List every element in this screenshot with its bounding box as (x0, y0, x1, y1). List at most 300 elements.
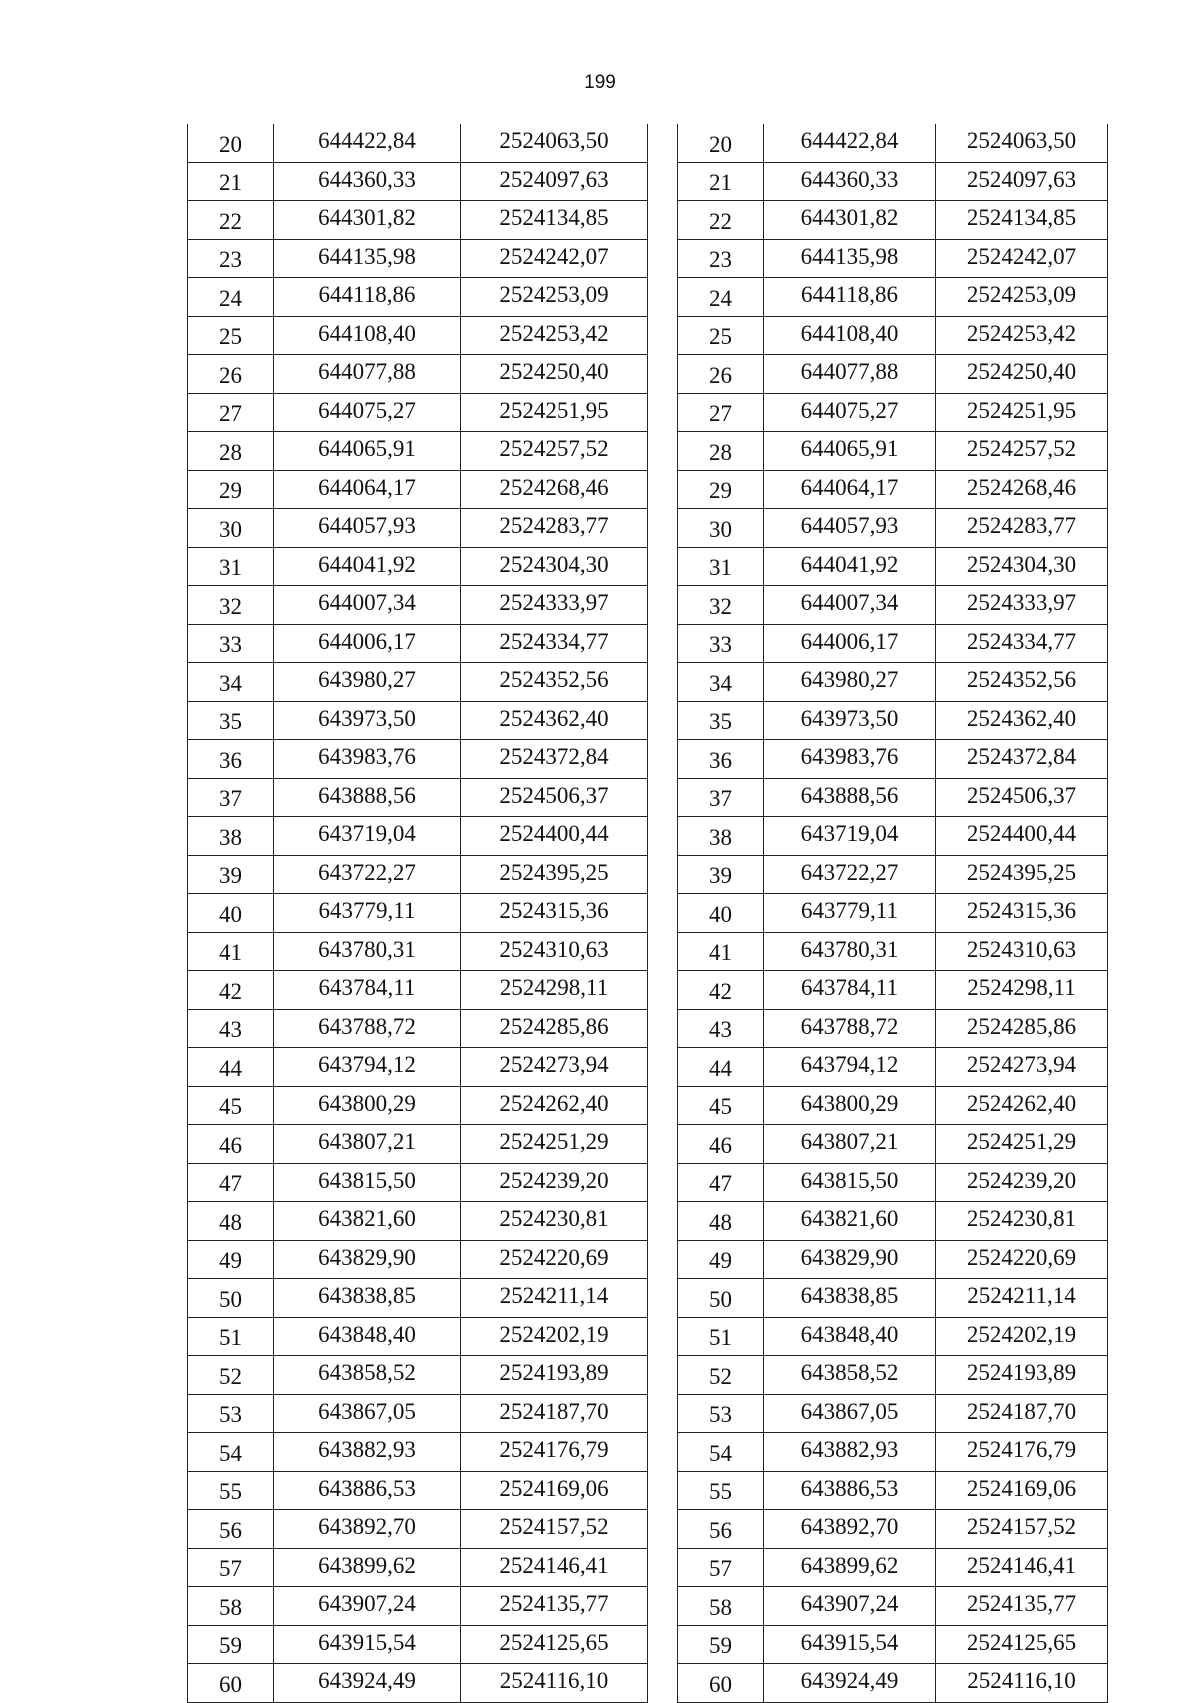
point-number-cell: 43 (678, 1009, 764, 1048)
y-coordinate-cell: 2524202,19 (461, 1317, 648, 1356)
point-number-cell: 46 (188, 1125, 274, 1164)
table-row (188, 1664, 648, 1703)
table-row (188, 932, 648, 971)
table-row (678, 1394, 1108, 1433)
point-number-cell: 41 (678, 932, 764, 971)
table-row (188, 278, 648, 317)
table-row (678, 162, 1108, 201)
table-row (188, 470, 648, 509)
point-number-cell: 50 (188, 1279, 274, 1318)
x-coordinate-cell: 643892,70 (274, 1510, 461, 1549)
x-coordinate-cell: 643815,50 (764, 1163, 936, 1202)
table-row (678, 355, 1108, 394)
table-row (188, 1317, 648, 1356)
table-row (188, 778, 648, 817)
point-number-cell: 22 (678, 201, 764, 240)
x-coordinate-cell: 643807,21 (764, 1125, 936, 1164)
x-coordinate-cell: 643980,27 (274, 663, 461, 702)
table-row (188, 1279, 648, 1318)
point-number-cell: 36 (678, 740, 764, 779)
y-coordinate-cell: 2524169,06 (461, 1471, 648, 1510)
point-number-cell: 33 (188, 624, 274, 663)
y-coordinate-cell: 2524333,97 (936, 586, 1108, 625)
y-coordinate-cell: 2524283,77 (936, 509, 1108, 548)
point-number-cell: 49 (188, 1240, 274, 1279)
y-coordinate-cell: 2524253,42 (936, 316, 1108, 355)
y-coordinate-cell: 2524400,44 (936, 817, 1108, 856)
table-row (188, 1625, 648, 1664)
y-coordinate-cell: 2524187,70 (936, 1394, 1108, 1433)
point-number-cell: 24 (188, 278, 274, 317)
table-row (188, 894, 648, 933)
table-row (188, 239, 648, 278)
y-coordinate-cell: 2524268,46 (936, 470, 1108, 509)
point-number-cell: 48 (188, 1202, 274, 1241)
table-row (678, 701, 1108, 740)
y-coordinate-cell: 2524251,29 (461, 1125, 648, 1164)
x-coordinate-cell: 644075,27 (764, 393, 936, 432)
point-number-cell: 38 (188, 817, 274, 856)
table-row (678, 663, 1108, 702)
y-coordinate-cell: 2524134,85 (936, 201, 1108, 240)
x-coordinate-cell: 643780,31 (274, 932, 461, 971)
table-row (678, 1548, 1108, 1587)
y-coordinate-cell: 2524315,36 (461, 894, 648, 933)
x-coordinate-cell: 643719,04 (764, 817, 936, 856)
y-coordinate-cell: 2524097,63 (936, 162, 1108, 201)
table-row (188, 663, 648, 702)
point-number-cell: 26 (188, 355, 274, 394)
x-coordinate-cell: 644360,33 (274, 162, 461, 201)
x-coordinate-cell: 643788,72 (764, 1009, 936, 1048)
y-coordinate-cell: 2524310,63 (936, 932, 1108, 971)
x-coordinate-cell: 644007,34 (764, 586, 936, 625)
x-coordinate-cell: 644301,82 (274, 201, 461, 240)
point-number-cell: 37 (678, 778, 764, 817)
point-number-cell: 58 (188, 1587, 274, 1626)
x-coordinate-cell: 643888,56 (764, 778, 936, 817)
table-row (188, 1240, 648, 1279)
y-coordinate-cell: 2524116,10 (461, 1664, 648, 1703)
point-number-cell: 54 (678, 1433, 764, 1472)
y-coordinate-cell: 2524372,84 (936, 740, 1108, 779)
y-coordinate-cell: 2524283,77 (461, 509, 648, 548)
y-coordinate-cell: 2524251,29 (936, 1125, 1108, 1164)
y-coordinate-cell: 2524097,63 (461, 162, 648, 201)
y-coordinate-cell: 2524146,41 (461, 1548, 648, 1587)
y-coordinate-cell: 2524298,11 (461, 971, 648, 1010)
point-number-cell: 43 (188, 1009, 274, 1048)
table-row (678, 1279, 1108, 1318)
y-coordinate-cell: 2524285,86 (936, 1009, 1108, 1048)
y-coordinate-cell: 2524310,63 (461, 932, 648, 971)
x-coordinate-cell: 643722,27 (764, 855, 936, 894)
table-row (678, 1356, 1108, 1395)
y-coordinate-cell: 2524352,56 (936, 663, 1108, 702)
point-number-cell: 28 (188, 432, 274, 471)
point-number-cell: 25 (188, 316, 274, 355)
table-row (678, 124, 1108, 162)
point-number-cell: 34 (188, 663, 274, 702)
table-row (188, 1086, 648, 1125)
y-coordinate-cell: 2524253,09 (461, 278, 648, 317)
page-number: 199 (584, 72, 616, 93)
x-coordinate-cell: 643780,31 (764, 932, 936, 971)
coordinates-table-left (187, 124, 648, 1703)
x-coordinate-cell: 643924,49 (274, 1664, 461, 1703)
x-coordinate-cell: 643784,11 (764, 971, 936, 1010)
x-coordinate-cell: 644006,17 (274, 624, 461, 663)
point-number-cell: 45 (188, 1086, 274, 1125)
x-coordinate-cell: 644057,93 (764, 509, 936, 548)
table-row (678, 1048, 1108, 1087)
x-coordinate-cell: 643858,52 (274, 1356, 461, 1395)
point-number-cell: 24 (678, 278, 764, 317)
point-number-cell: 31 (188, 547, 274, 586)
x-coordinate-cell: 643848,40 (274, 1317, 461, 1356)
x-coordinate-cell: 643980,27 (764, 663, 936, 702)
point-number-cell: 29 (188, 470, 274, 509)
x-coordinate-cell: 643867,05 (274, 1394, 461, 1433)
x-coordinate-cell: 643983,76 (764, 740, 936, 779)
x-coordinate-cell: 643848,40 (764, 1317, 936, 1356)
point-number-cell: 32 (678, 586, 764, 625)
y-coordinate-cell: 2524157,52 (461, 1510, 648, 1549)
y-coordinate-cell: 2524242,07 (461, 239, 648, 278)
y-coordinate-cell: 2524257,52 (461, 432, 648, 471)
point-number-cell: 59 (188, 1625, 274, 1664)
x-coordinate-cell: 643821,60 (274, 1202, 461, 1241)
table-row (188, 316, 648, 355)
point-number-cell: 53 (188, 1394, 274, 1433)
y-coordinate-cell: 2524125,65 (936, 1625, 1108, 1664)
point-number-cell: 54 (188, 1433, 274, 1472)
point-number-cell: 40 (678, 894, 764, 933)
y-coordinate-cell: 2524362,40 (936, 701, 1108, 740)
x-coordinate-cell: 644301,82 (764, 201, 936, 240)
x-coordinate-cell: 643807,21 (274, 1125, 461, 1164)
x-coordinate-cell: 643973,50 (764, 701, 936, 740)
table-row (188, 432, 648, 471)
table-row (188, 509, 648, 548)
table-row (188, 1163, 648, 1202)
y-coordinate-cell: 2524395,25 (936, 855, 1108, 894)
y-coordinate-cell: 2524352,56 (461, 663, 648, 702)
point-number-cell: 27 (188, 393, 274, 432)
table-row (188, 1471, 648, 1510)
x-coordinate-cell: 643829,90 (274, 1240, 461, 1279)
y-coordinate-cell: 2524400,44 (461, 817, 648, 856)
x-coordinate-cell: 644108,40 (764, 316, 936, 355)
point-number-cell: 36 (188, 740, 274, 779)
table-row (188, 1356, 648, 1395)
point-number-cell: 51 (188, 1317, 274, 1356)
y-coordinate-cell: 2524273,94 (936, 1048, 1108, 1087)
y-coordinate-cell: 2524285,86 (461, 1009, 648, 1048)
table-row (188, 1202, 648, 1241)
point-number-cell: 30 (678, 509, 764, 548)
x-coordinate-cell: 644135,98 (764, 239, 936, 278)
y-coordinate-cell: 2524202,19 (936, 1317, 1108, 1356)
point-number-cell: 29 (678, 470, 764, 509)
table-row (188, 855, 648, 894)
point-number-cell: 52 (188, 1356, 274, 1395)
x-coordinate-cell: 643882,93 (764, 1433, 936, 1472)
y-coordinate-cell: 2524251,95 (936, 393, 1108, 432)
x-coordinate-cell: 643882,93 (274, 1433, 461, 1472)
table-row (678, 1009, 1108, 1048)
point-number-cell: 47 (188, 1163, 274, 1202)
x-coordinate-cell: 643899,62 (274, 1548, 461, 1587)
y-coordinate-cell: 2524134,85 (461, 201, 648, 240)
y-coordinate-cell: 2524262,40 (936, 1086, 1108, 1125)
y-coordinate-cell: 2524193,89 (461, 1356, 648, 1395)
y-coordinate-cell: 2524257,52 (936, 432, 1108, 471)
x-coordinate-cell: 644422,84 (764, 124, 936, 162)
point-number-cell: 55 (188, 1471, 274, 1510)
point-number-cell: 23 (188, 239, 274, 278)
table-row (188, 355, 648, 394)
x-coordinate-cell: 643815,50 (274, 1163, 461, 1202)
point-number-cell: 25 (678, 316, 764, 355)
table-row (188, 817, 648, 856)
table-row (678, 894, 1108, 933)
y-coordinate-cell: 2524334,77 (936, 624, 1108, 663)
x-coordinate-cell: 643983,76 (274, 740, 461, 779)
y-coordinate-cell: 2524063,50 (936, 124, 1108, 162)
table-row (678, 470, 1108, 509)
point-number-cell: 59 (678, 1625, 764, 1664)
point-number-cell: 44 (188, 1048, 274, 1087)
table-row (188, 1587, 648, 1626)
table-row (188, 547, 648, 586)
point-number-cell: 22 (188, 201, 274, 240)
table-row (678, 316, 1108, 355)
point-number-cell: 56 (678, 1510, 764, 1549)
x-coordinate-cell: 644118,86 (274, 278, 461, 317)
x-coordinate-cell: 644057,93 (274, 509, 461, 548)
point-number-cell: 47 (678, 1163, 764, 1202)
table-row (678, 1625, 1108, 1664)
y-coordinate-cell: 2524146,41 (936, 1548, 1108, 1587)
y-coordinate-cell: 2524176,79 (461, 1433, 648, 1472)
table-row (678, 239, 1108, 278)
y-coordinate-cell: 2524176,79 (936, 1433, 1108, 1472)
point-number-cell: 58 (678, 1587, 764, 1626)
point-number-cell: 55 (678, 1471, 764, 1510)
point-number-cell: 34 (678, 663, 764, 702)
table-row (678, 932, 1108, 971)
x-coordinate-cell: 644077,88 (274, 355, 461, 394)
x-coordinate-cell: 643915,54 (764, 1625, 936, 1664)
y-coordinate-cell: 2524253,09 (936, 278, 1108, 317)
point-number-cell: 44 (678, 1048, 764, 1087)
point-number-cell: 23 (678, 239, 764, 278)
y-coordinate-cell: 2524253,42 (461, 316, 648, 355)
point-number-cell: 41 (188, 932, 274, 971)
table-row (188, 624, 648, 663)
table-row (188, 1125, 648, 1164)
x-coordinate-cell: 644077,88 (764, 355, 936, 394)
table-row (678, 278, 1108, 317)
x-coordinate-cell: 643800,29 (764, 1086, 936, 1125)
x-coordinate-cell: 643719,04 (274, 817, 461, 856)
table-row (678, 855, 1108, 894)
point-number-cell: 37 (188, 778, 274, 817)
table-row (678, 586, 1108, 625)
table-row (678, 432, 1108, 471)
y-coordinate-cell: 2524116,10 (936, 1664, 1108, 1703)
x-coordinate-cell: 644041,92 (274, 547, 461, 586)
point-number-cell: 60 (678, 1664, 764, 1703)
x-coordinate-cell: 644064,17 (764, 470, 936, 509)
point-number-cell: 40 (188, 894, 274, 933)
x-coordinate-cell: 643886,53 (274, 1471, 461, 1510)
x-coordinate-cell: 643838,85 (764, 1279, 936, 1318)
y-coordinate-cell: 2524395,25 (461, 855, 648, 894)
table-row (678, 817, 1108, 856)
y-coordinate-cell: 2524063,50 (461, 124, 648, 162)
x-coordinate-cell: 643794,12 (274, 1048, 461, 1087)
x-coordinate-cell: 643838,85 (274, 1279, 461, 1318)
coordinates-table-right (677, 124, 1108, 1703)
x-coordinate-cell: 644075,27 (274, 393, 461, 432)
point-number-cell: 39 (188, 855, 274, 894)
table-row (678, 393, 1108, 432)
point-number-cell: 31 (678, 547, 764, 586)
point-number-cell: 35 (678, 701, 764, 740)
y-coordinate-cell: 2524304,30 (936, 547, 1108, 586)
x-coordinate-cell: 643829,90 (764, 1240, 936, 1279)
point-number-cell: 42 (188, 971, 274, 1010)
y-coordinate-cell: 2524187,70 (461, 1394, 648, 1433)
y-coordinate-cell: 2524506,37 (461, 778, 648, 817)
x-coordinate-cell: 643973,50 (274, 701, 461, 740)
point-number-cell: 20 (188, 124, 274, 162)
point-number-cell: 20 (678, 124, 764, 162)
x-coordinate-cell: 643907,24 (274, 1587, 461, 1626)
x-coordinate-cell: 644041,92 (764, 547, 936, 586)
y-coordinate-cell: 2524304,30 (461, 547, 648, 586)
table-row (678, 778, 1108, 817)
x-coordinate-cell: 643892,70 (764, 1510, 936, 1549)
y-coordinate-cell: 2524372,84 (461, 740, 648, 779)
table-row (188, 162, 648, 201)
x-coordinate-cell: 643899,62 (764, 1548, 936, 1587)
point-number-cell: 45 (678, 1086, 764, 1125)
y-coordinate-cell: 2524169,06 (936, 1471, 1108, 1510)
point-number-cell: 21 (678, 162, 764, 201)
table-row (678, 971, 1108, 1010)
table-row (678, 624, 1108, 663)
table-row (678, 1202, 1108, 1241)
table-row (678, 1163, 1108, 1202)
table-row (678, 1664, 1108, 1703)
point-number-cell: 30 (188, 509, 274, 548)
point-number-cell: 28 (678, 432, 764, 471)
table-row (678, 1317, 1108, 1356)
y-coordinate-cell: 2524135,77 (936, 1587, 1108, 1626)
y-coordinate-cell: 2524239,20 (936, 1163, 1108, 1202)
point-number-cell: 52 (678, 1356, 764, 1395)
x-coordinate-cell: 644065,91 (274, 432, 461, 471)
x-coordinate-cell: 643886,53 (764, 1471, 936, 1510)
x-coordinate-cell: 644118,86 (764, 278, 936, 317)
point-number-cell: 21 (188, 162, 274, 201)
table-row (678, 1240, 1108, 1279)
x-coordinate-cell: 644135,98 (274, 239, 461, 278)
x-coordinate-cell: 643858,52 (764, 1356, 936, 1395)
x-coordinate-cell: 644422,84 (274, 124, 461, 162)
point-number-cell: 39 (678, 855, 764, 894)
x-coordinate-cell: 643907,24 (764, 1587, 936, 1626)
point-number-cell: 57 (188, 1548, 274, 1587)
point-number-cell: 48 (678, 1202, 764, 1241)
table-row (678, 547, 1108, 586)
table-row (678, 201, 1108, 240)
y-coordinate-cell: 2524262,40 (461, 1086, 648, 1125)
y-coordinate-cell: 2524239,20 (461, 1163, 648, 1202)
x-coordinate-cell: 643924,49 (764, 1664, 936, 1703)
x-coordinate-cell: 644064,17 (274, 470, 461, 509)
x-coordinate-cell: 643800,29 (274, 1086, 461, 1125)
x-coordinate-cell: 644360,33 (764, 162, 936, 201)
y-coordinate-cell: 2524242,07 (936, 239, 1108, 278)
y-coordinate-cell: 2524220,69 (936, 1240, 1108, 1279)
point-number-cell: 32 (188, 586, 274, 625)
y-coordinate-cell: 2524334,77 (461, 624, 648, 663)
x-coordinate-cell: 643779,11 (764, 894, 936, 933)
point-number-cell: 57 (678, 1548, 764, 1587)
point-number-cell: 56 (188, 1510, 274, 1549)
y-coordinate-cell: 2524250,40 (936, 355, 1108, 394)
x-coordinate-cell: 643888,56 (274, 778, 461, 817)
table-row (188, 701, 648, 740)
y-coordinate-cell: 2524273,94 (461, 1048, 648, 1087)
point-number-cell: 38 (678, 817, 764, 856)
table-row (188, 740, 648, 779)
point-number-cell: 42 (678, 971, 764, 1010)
x-coordinate-cell: 643915,54 (274, 1625, 461, 1664)
x-coordinate-cell: 644007,34 (274, 586, 461, 625)
point-number-cell: 26 (678, 355, 764, 394)
y-coordinate-cell: 2524211,14 (461, 1279, 648, 1318)
x-coordinate-cell: 644006,17 (764, 624, 936, 663)
table-row (188, 1048, 648, 1087)
y-coordinate-cell: 2524220,69 (461, 1240, 648, 1279)
point-number-cell: 60 (188, 1664, 274, 1703)
table-row (188, 1548, 648, 1587)
x-coordinate-cell: 643821,60 (764, 1202, 936, 1241)
point-number-cell: 33 (678, 624, 764, 663)
table-row (678, 1125, 1108, 1164)
y-coordinate-cell: 2524298,11 (936, 971, 1108, 1010)
table-row (678, 509, 1108, 548)
point-number-cell: 50 (678, 1279, 764, 1318)
table-row (188, 1433, 648, 1472)
table-row (188, 1510, 648, 1549)
x-coordinate-cell: 643779,11 (274, 894, 461, 933)
y-coordinate-cell: 2524230,81 (936, 1202, 1108, 1241)
y-coordinate-cell: 2524230,81 (461, 1202, 648, 1241)
table-row (188, 1009, 648, 1048)
y-coordinate-cell: 2524125,65 (461, 1625, 648, 1664)
table-row (678, 1433, 1108, 1472)
table-row (678, 1587, 1108, 1626)
table-row (678, 1510, 1108, 1549)
x-coordinate-cell: 643867,05 (764, 1394, 936, 1433)
x-coordinate-cell: 643794,12 (764, 1048, 936, 1087)
